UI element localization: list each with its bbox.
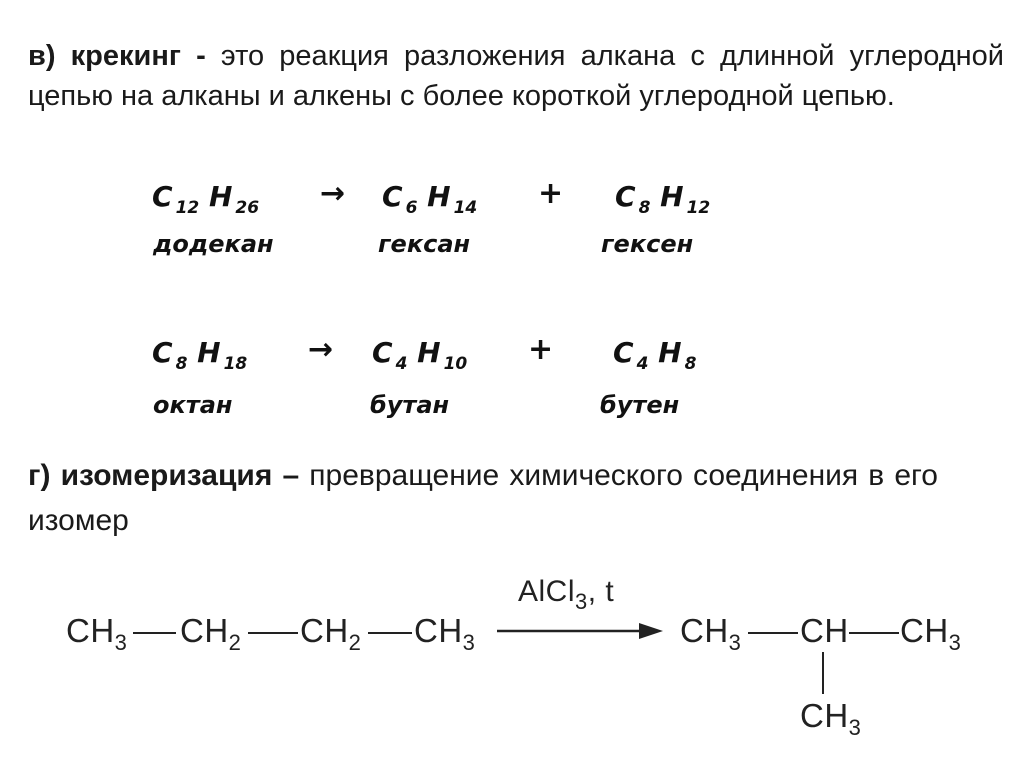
reaction2-product2: C $_4$ H $_8$ bbox=[613, 336, 697, 374]
right-ch3-group-1: $CH_3$ bbox=[680, 612, 742, 655]
cracking-label: в) крекинг - bbox=[28, 40, 206, 72]
branch-ch3-group: $CH_3$ bbox=[800, 697, 862, 740]
reaction1-arrow: → bbox=[320, 176, 346, 211]
reaction2-name-1: октан bbox=[153, 391, 233, 419]
reaction1-product2: C $_8$ H $_{12}$ bbox=[615, 180, 711, 218]
cracking-paragraph bbox=[28, 36, 1004, 116]
reaction1-name-1: додекан bbox=[153, 230, 274, 258]
branch-bond bbox=[822, 652, 824, 694]
reaction2-reactant: C $_8$ H $_{18}$ bbox=[152, 336, 248, 374]
left-ch2-group-1: $CH_2$ bbox=[180, 612, 242, 655]
reaction2-plus: + bbox=[528, 332, 554, 367]
right-ch-group: CH bbox=[800, 612, 849, 649]
reaction-arrow bbox=[497, 619, 667, 643]
reaction1-plus: + bbox=[538, 176, 564, 211]
left-ch3-group-2: $CH_3$ bbox=[414, 612, 476, 655]
isomerization-paragraph bbox=[28, 453, 938, 543]
isomerization-definition: превращение химического соединения в его изомер bbox=[28, 459, 938, 537]
left-ch2-group-2: $CH_2$ bbox=[300, 612, 362, 655]
left-ch3-group-1: $CH_3$ bbox=[66, 612, 128, 655]
cracking-definition: это реакция разложения алкана с длинной углеродной цепью на алканы и алкены с более короткой углеродной цепью. bbox=[28, 40, 1004, 112]
bond bbox=[133, 632, 176, 634]
catalyst-label: AlCl$_3$, t bbox=[518, 575, 615, 614]
reaction1-name-3: гексен bbox=[601, 230, 694, 258]
reaction1-product1: C $_6$ H $_{14}$ bbox=[382, 180, 478, 218]
reaction1-name-2: гексан bbox=[378, 230, 471, 258]
reaction2-arrow: → bbox=[308, 332, 334, 367]
reaction2-name-2: бутан bbox=[370, 391, 450, 419]
bond bbox=[849, 632, 899, 634]
bond bbox=[748, 632, 798, 634]
right-ch3-group-2: $CH_3$ bbox=[900, 612, 962, 655]
bond bbox=[248, 632, 298, 634]
isomerization-label: г) изомеризация – bbox=[28, 459, 300, 492]
bond bbox=[368, 632, 412, 634]
reaction2-name-3: бутен bbox=[600, 391, 680, 419]
reaction1-reactant: C $_{12}$ H $_{26}$ bbox=[152, 180, 260, 218]
reaction2-product1: C $_4$ H $_{10}$ bbox=[372, 336, 468, 374]
